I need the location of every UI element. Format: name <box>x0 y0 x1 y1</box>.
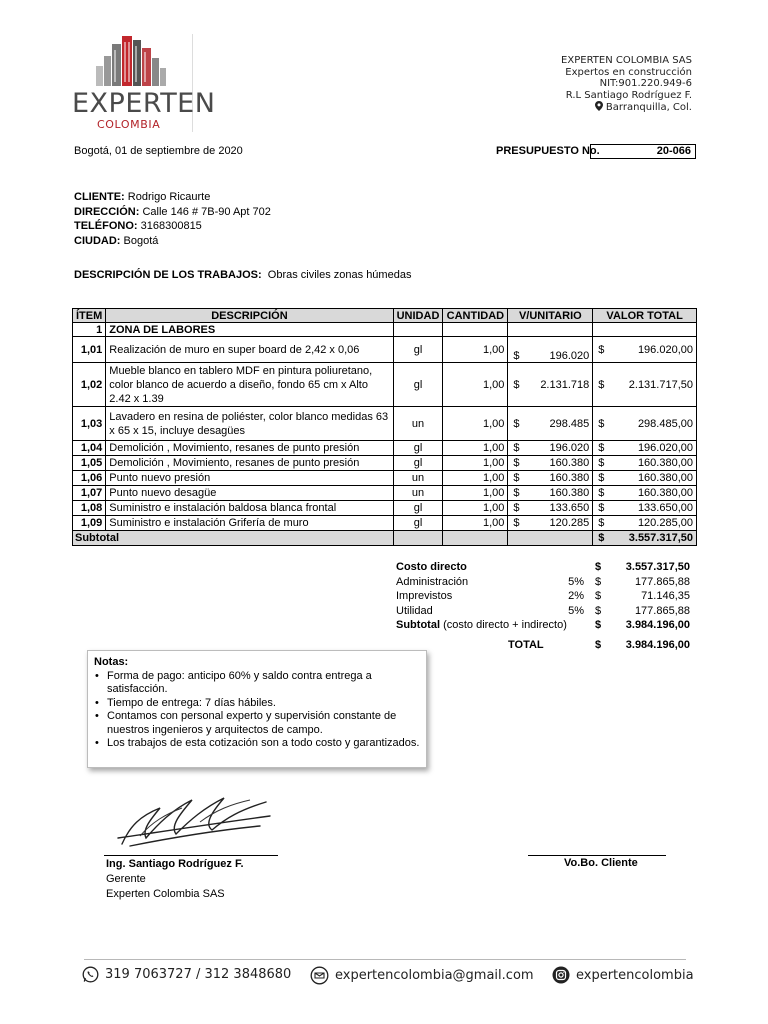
signature-line <box>104 855 278 856</box>
summary-admin: Administración 5% $ 177.865,88 <box>396 575 690 588</box>
row-total: $ 298.485,00 <box>593 407 697 441</box>
row-unit: un <box>393 486 443 501</box>
row-total: $ 196.020,00 <box>593 441 697 456</box>
row-total: $ 196.020,00 <box>593 337 697 363</box>
summary-profit: Utilidad 5% $ 177.865,88 <box>396 604 690 617</box>
row-description: Demolición , Movimiento, resanes de punto presión <box>106 456 393 471</box>
header-item: ÍTEM <box>73 309 106 323</box>
row-unit: gl <box>393 501 443 516</box>
company-name: EXPERTEN COLOMBIA SAS <box>561 55 692 66</box>
row-description: Suministro e instalación baldosa blanca frontal <box>106 501 393 516</box>
table-row <box>73 337 697 363</box>
header-total: VALOR TOTAL <box>593 309 697 323</box>
address-label: DIRECCIÓN: <box>74 205 140 218</box>
row-unit-price: $ 298.485 <box>508 407 593 441</box>
note-item: • Forma de pago: anticipo 60% y saldo contra entrega a satisfacción. <box>94 670 420 697</box>
row-item: 1,08 <box>73 501 106 516</box>
note-item: • Los trabajos de esta cotización son a todo costo y garantizados. <box>94 737 420 751</box>
row-quantity: 1,00 <box>443 337 508 363</box>
company-location-text: Barranquilla, Col. <box>605 102 692 114</box>
row-unit: gl <box>393 516 443 531</box>
cost-summary <box>394 560 700 652</box>
map-pin-icon <box>595 101 603 111</box>
phone-label: TELÉFONO: <box>74 220 138 232</box>
company-rep: R.L Santiago Rodríguez F. <box>565 89 692 101</box>
row-unit: gl <box>393 337 443 363</box>
brand-name: EXPERTEN <box>72 88 216 119</box>
row-item: 1,07 <box>73 486 106 501</box>
subtotal-label: Subtotal <box>73 531 394 546</box>
client-city: Bogotá <box>123 234 159 247</box>
items-table <box>72 308 697 546</box>
works-value: Obras civiles zonas húmedas <box>267 269 412 281</box>
handwritten-signature <box>100 786 290 856</box>
note-item: • Tiempo de entrega: 7 días hábiles. <box>94 697 420 711</box>
table-header-row <box>73 309 697 323</box>
row-unit: gl <box>393 363 443 407</box>
row-unit: un <box>393 407 443 441</box>
signatory-company: Experten Colombia SAS <box>106 888 225 900</box>
zone-number: 1 <box>73 323 106 337</box>
row-total: $ 120.285,00 <box>593 516 697 531</box>
zone-label: ZONA DE LABORES <box>106 323 393 337</box>
footer-phone-text: 319 7063727 / 312 3848680 <box>105 967 292 982</box>
budget-number: 20-066 <box>590 144 696 159</box>
company-tagline: Expertos en construcción <box>565 66 692 78</box>
row-quantity: 1,00 <box>443 456 508 471</box>
row-item: 1,09 <box>73 516 106 531</box>
row-quantity: 1,00 <box>443 407 508 441</box>
signatory <box>106 857 244 902</box>
client-info <box>74 190 271 248</box>
client-name: Rodrigo Ricaurte <box>127 191 211 203</box>
notes-box <box>87 650 427 768</box>
header-unit: UNIDAD <box>393 309 443 323</box>
company-location <box>561 101 692 114</box>
signatory-name: Ing. Santiago Rodríguez F. <box>106 858 244 870</box>
row-description: Punto nuevo desagüe <box>106 486 393 501</box>
summary-total: TOTAL $ 3.984.196,00 <box>508 638 690 651</box>
client-phone: 3168300815 <box>140 220 202 232</box>
row-quantity: 1,00 <box>443 363 508 407</box>
email-icon <box>310 966 329 985</box>
footer-email-text: expertencolombia@gmail.com <box>335 968 534 983</box>
row-unit: un <box>393 471 443 486</box>
footer-divider <box>84 959 686 960</box>
row-quantity: 1,00 <box>443 486 508 501</box>
budget-label: PRESUPUESTO No. <box>496 145 600 157</box>
row-quantity: 1,00 <box>443 471 508 486</box>
row-description: Demolición , Movimiento, resanes de punto presión <box>106 441 393 456</box>
note-item: • Contamos con personal experto y supervisión constante de nuestros ingenieros y arquitectos de campo. <box>94 710 420 737</box>
table-row <box>73 486 697 501</box>
footer-instagram-text: expertencolombia <box>576 967 694 983</box>
row-unit-price: $ 160.380 <box>508 456 593 471</box>
footer-phone <box>82 966 291 983</box>
buildings-graphic <box>96 36 166 86</box>
row-quantity: 1,00 <box>443 501 508 516</box>
works-description <box>74 269 411 281</box>
table-row <box>73 407 697 441</box>
row-item: 1,06 <box>73 471 106 486</box>
row-unit-price: $ 133.650 <box>508 501 593 516</box>
summary-direct-cost: Costo directo $ 3.557.317,50 <box>396 561 690 573</box>
vobo-line <box>528 855 666 856</box>
table-row <box>73 516 697 531</box>
brand-subtitle: COLOMBIA <box>97 118 161 131</box>
notes-list <box>94 670 420 751</box>
row-item: 1,05 <box>73 456 106 471</box>
client-label: CLIENTE: <box>74 191 125 203</box>
row-item: 1,03 <box>73 407 106 441</box>
signatory-role: Gerente <box>106 873 146 885</box>
row-description: Realización de muro en super board de 2,42 x 0,06 <box>106 337 393 363</box>
row-quantity: 1,00 <box>443 441 508 456</box>
header-description: DESCRIPCIÓN <box>106 309 393 323</box>
summary-subtotal: Subtotal (costo directo + indirecto) $ 3.984.196,00 <box>396 619 690 631</box>
footer-instagram <box>552 966 694 984</box>
row-total: $ 160.380,00 <box>593 486 697 501</box>
instagram-icon <box>552 966 570 984</box>
summary-contingency: Imprevistos 2% $ 71.146,35 <box>396 590 690 602</box>
row-unit-price: $ 160.380 <box>508 486 593 501</box>
subtotal-amount: 3.557.317,50 <box>628 532 693 544</box>
row-total: $ 133.650,00 <box>593 501 697 516</box>
document-date: Bogotá, 01 de septiembre de 2020 <box>74 145 243 157</box>
subtotal-currency: $ <box>598 532 605 544</box>
header-quantity: CANTIDAD <box>443 309 508 323</box>
row-unit-price: $ 120.285 <box>508 516 593 531</box>
row-total: $ 2.131.717,50 <box>593 363 697 407</box>
row-item: 1,01 <box>73 337 106 363</box>
table-row <box>73 456 697 471</box>
works-label: DESCRIPCIÓN DE LOS TRABAJOS: <box>74 269 262 281</box>
table-row <box>73 363 697 407</box>
table-row <box>73 501 697 516</box>
row-description: Suministro e instalación Grifería de muro <box>106 516 393 531</box>
table-row <box>73 441 697 456</box>
row-item: 1,02 <box>73 363 106 407</box>
row-total: $ 160.380,00 <box>593 471 697 486</box>
client-approval-label: Vo.Bo. Cliente <box>564 857 638 869</box>
header-unit-price: V/UNITARIO <box>508 309 593 323</box>
client-address: Calle 146 # 7B-90 Apt 702 <box>142 205 271 218</box>
row-unit-price: $ 160.380 <box>508 471 593 486</box>
subtotal-row <box>73 531 697 546</box>
row-total: $ 160.380,00 <box>593 456 697 471</box>
zone-row <box>73 323 697 337</box>
footer-email <box>310 966 534 985</box>
city-label: CIUDAD: <box>74 234 121 247</box>
row-quantity: 1,00 <box>443 516 508 531</box>
table-row <box>73 471 697 486</box>
whatsapp-icon <box>82 966 99 983</box>
row-description: Mueble blanco en tablero MDF en pintura poliuretano, color blanco de acuerdo a diseño, fondo 65 cm x Alto 2.42 x 1.39 <box>106 363 393 407</box>
row-unit-price: $ 196.020 <box>508 337 593 363</box>
row-item: 1,04 <box>73 441 106 456</box>
company-nit: NIT:901.220.949-6 <box>599 78 692 90</box>
row-unit-price: $ 2.131.718 <box>508 363 593 407</box>
row-unit: gl <box>393 456 443 471</box>
notes-title: Notas: <box>94 656 129 668</box>
row-unit: gl <box>393 441 443 456</box>
row-description: Punto nuevo presión <box>106 471 393 486</box>
row-unit-price: $ 196.020 <box>508 441 593 456</box>
row-description: Lavadero en resina de poliéster, color blanco medidas 63 x 65 x 15, incluye desagües <box>106 407 393 441</box>
company-info <box>561 55 692 114</box>
